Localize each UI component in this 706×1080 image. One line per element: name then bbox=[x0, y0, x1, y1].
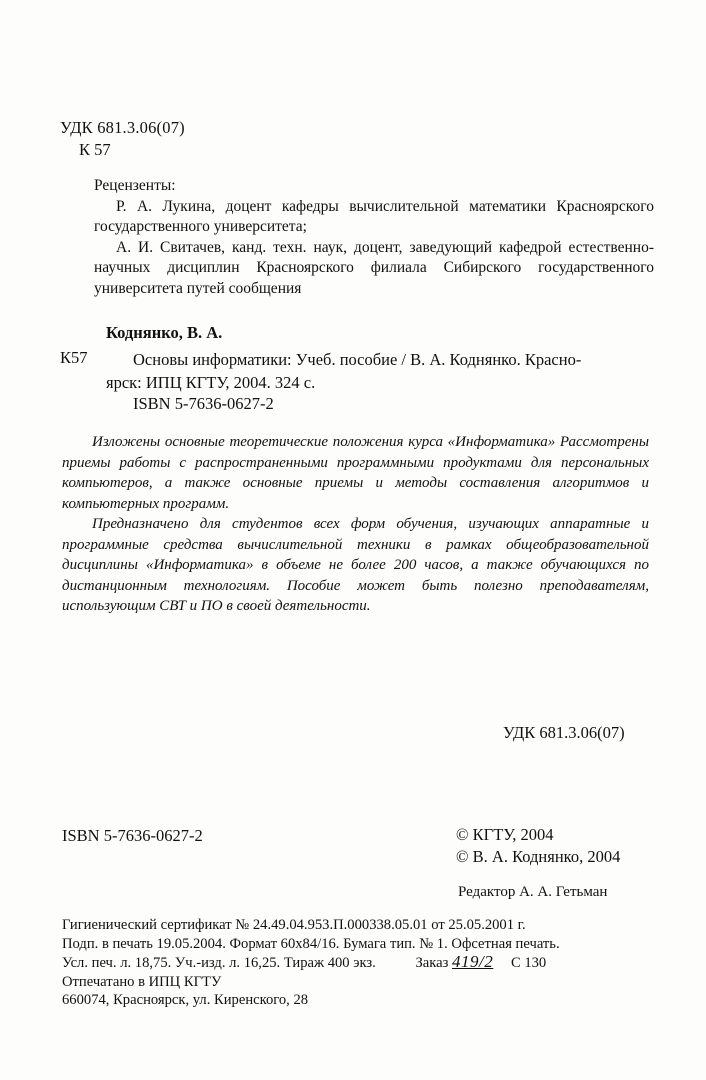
imprint-printed-at: Отпечатано в ИПЦ КГТУ bbox=[62, 973, 222, 990]
udk-code-bottom: УДК 681.3.06(07) bbox=[503, 723, 625, 742]
order-number: 419/2 bbox=[452, 952, 494, 971]
copyright-block bbox=[456, 824, 620, 868]
reviewers-label: Рецензенты: bbox=[94, 177, 176, 194]
imprint-sheets-line bbox=[62, 953, 662, 973]
order-suffix: С 130 bbox=[510, 955, 547, 971]
catalog-code-top: К 57 bbox=[79, 140, 111, 159]
author-name: Коднянко, В. А. bbox=[106, 323, 223, 342]
imprint-certificate: Гигиенический сертификат № 24.49.04.953.П.000338.05.01 от 25.05.2001 г. bbox=[62, 917, 526, 933]
editor-line: Редактор А. А. Гетьман bbox=[458, 884, 608, 900]
copyright-publisher: © КГТУ, 2004 bbox=[456, 825, 554, 844]
order-label: Заказ bbox=[415, 955, 449, 971]
title-line-2: ярск: ИПЦ КГТУ, 2004. 324 с. bbox=[106, 373, 316, 392]
imprint-order bbox=[415, 953, 546, 973]
isbn-card: ISBN 5-7636-0627-2 bbox=[133, 394, 274, 413]
imprint-address: 660074, Красноярск, ул. Киренского, 28 bbox=[62, 992, 309, 1008]
annotation-section bbox=[62, 432, 649, 617]
reviewer-entry-1: Р. А. Лукина, доцент кафедры вычислительной математики Красноярского государственного университета; bbox=[94, 197, 654, 235]
book-title-description bbox=[106, 348, 653, 394]
annotation-paragraph-1: Изложены основные теоретические положения курса «Информатика» Рассмотрены приемы работы с распространенными программными продуктами для персональных компьютеров, а также основные приемы и методы составления алгоритмов и компьютерных программ. bbox=[62, 434, 649, 512]
udk-code-top: УДК 681.3.06(07) bbox=[60, 118, 185, 137]
imprint-print-format: Подп. в печать 19.05.2004. Формат 60х84/16. Бумага тип. № 1. Офсетная печать. bbox=[62, 935, 560, 952]
reviewer-entry-2: А. И. Свитачев, канд. техн. наук, доцент, заведующий кафедрой естественно-научных дисциплин Красноярского филиала Сибирского государственного университета путей сообщения bbox=[94, 238, 654, 297]
title-line-1: Основы информатики: Учеб. пособие / В. А. Коднянко. Красно- bbox=[133, 350, 582, 369]
imprint-block bbox=[62, 916, 662, 1010]
imprint-sheets: Усл. печ. л. 18,75. Уч.-изд. л. 16,25. Тираж 400 экз. bbox=[62, 955, 376, 971]
isbn-bottom: ISBN 5-7636-0627-2 bbox=[62, 826, 203, 845]
catalog-code-card: К57 bbox=[60, 348, 88, 367]
annotation-paragraph-2: Предназначено для студентов всех форм обучения, изучающих аппаратные и программные средства вычислительной техники в рамках общеобразовательной дисциплины «Информатика» в объеме не более 200 часов, а также обучающихся по дистанционным технологиям. Пособие может быть полезно преподавателям, использующим СВТ и ПО в своей деятельности. bbox=[62, 516, 649, 614]
copyright-author: © В. А. Коднянко, 2004 bbox=[456, 847, 621, 866]
reviewers-section bbox=[94, 176, 654, 299]
